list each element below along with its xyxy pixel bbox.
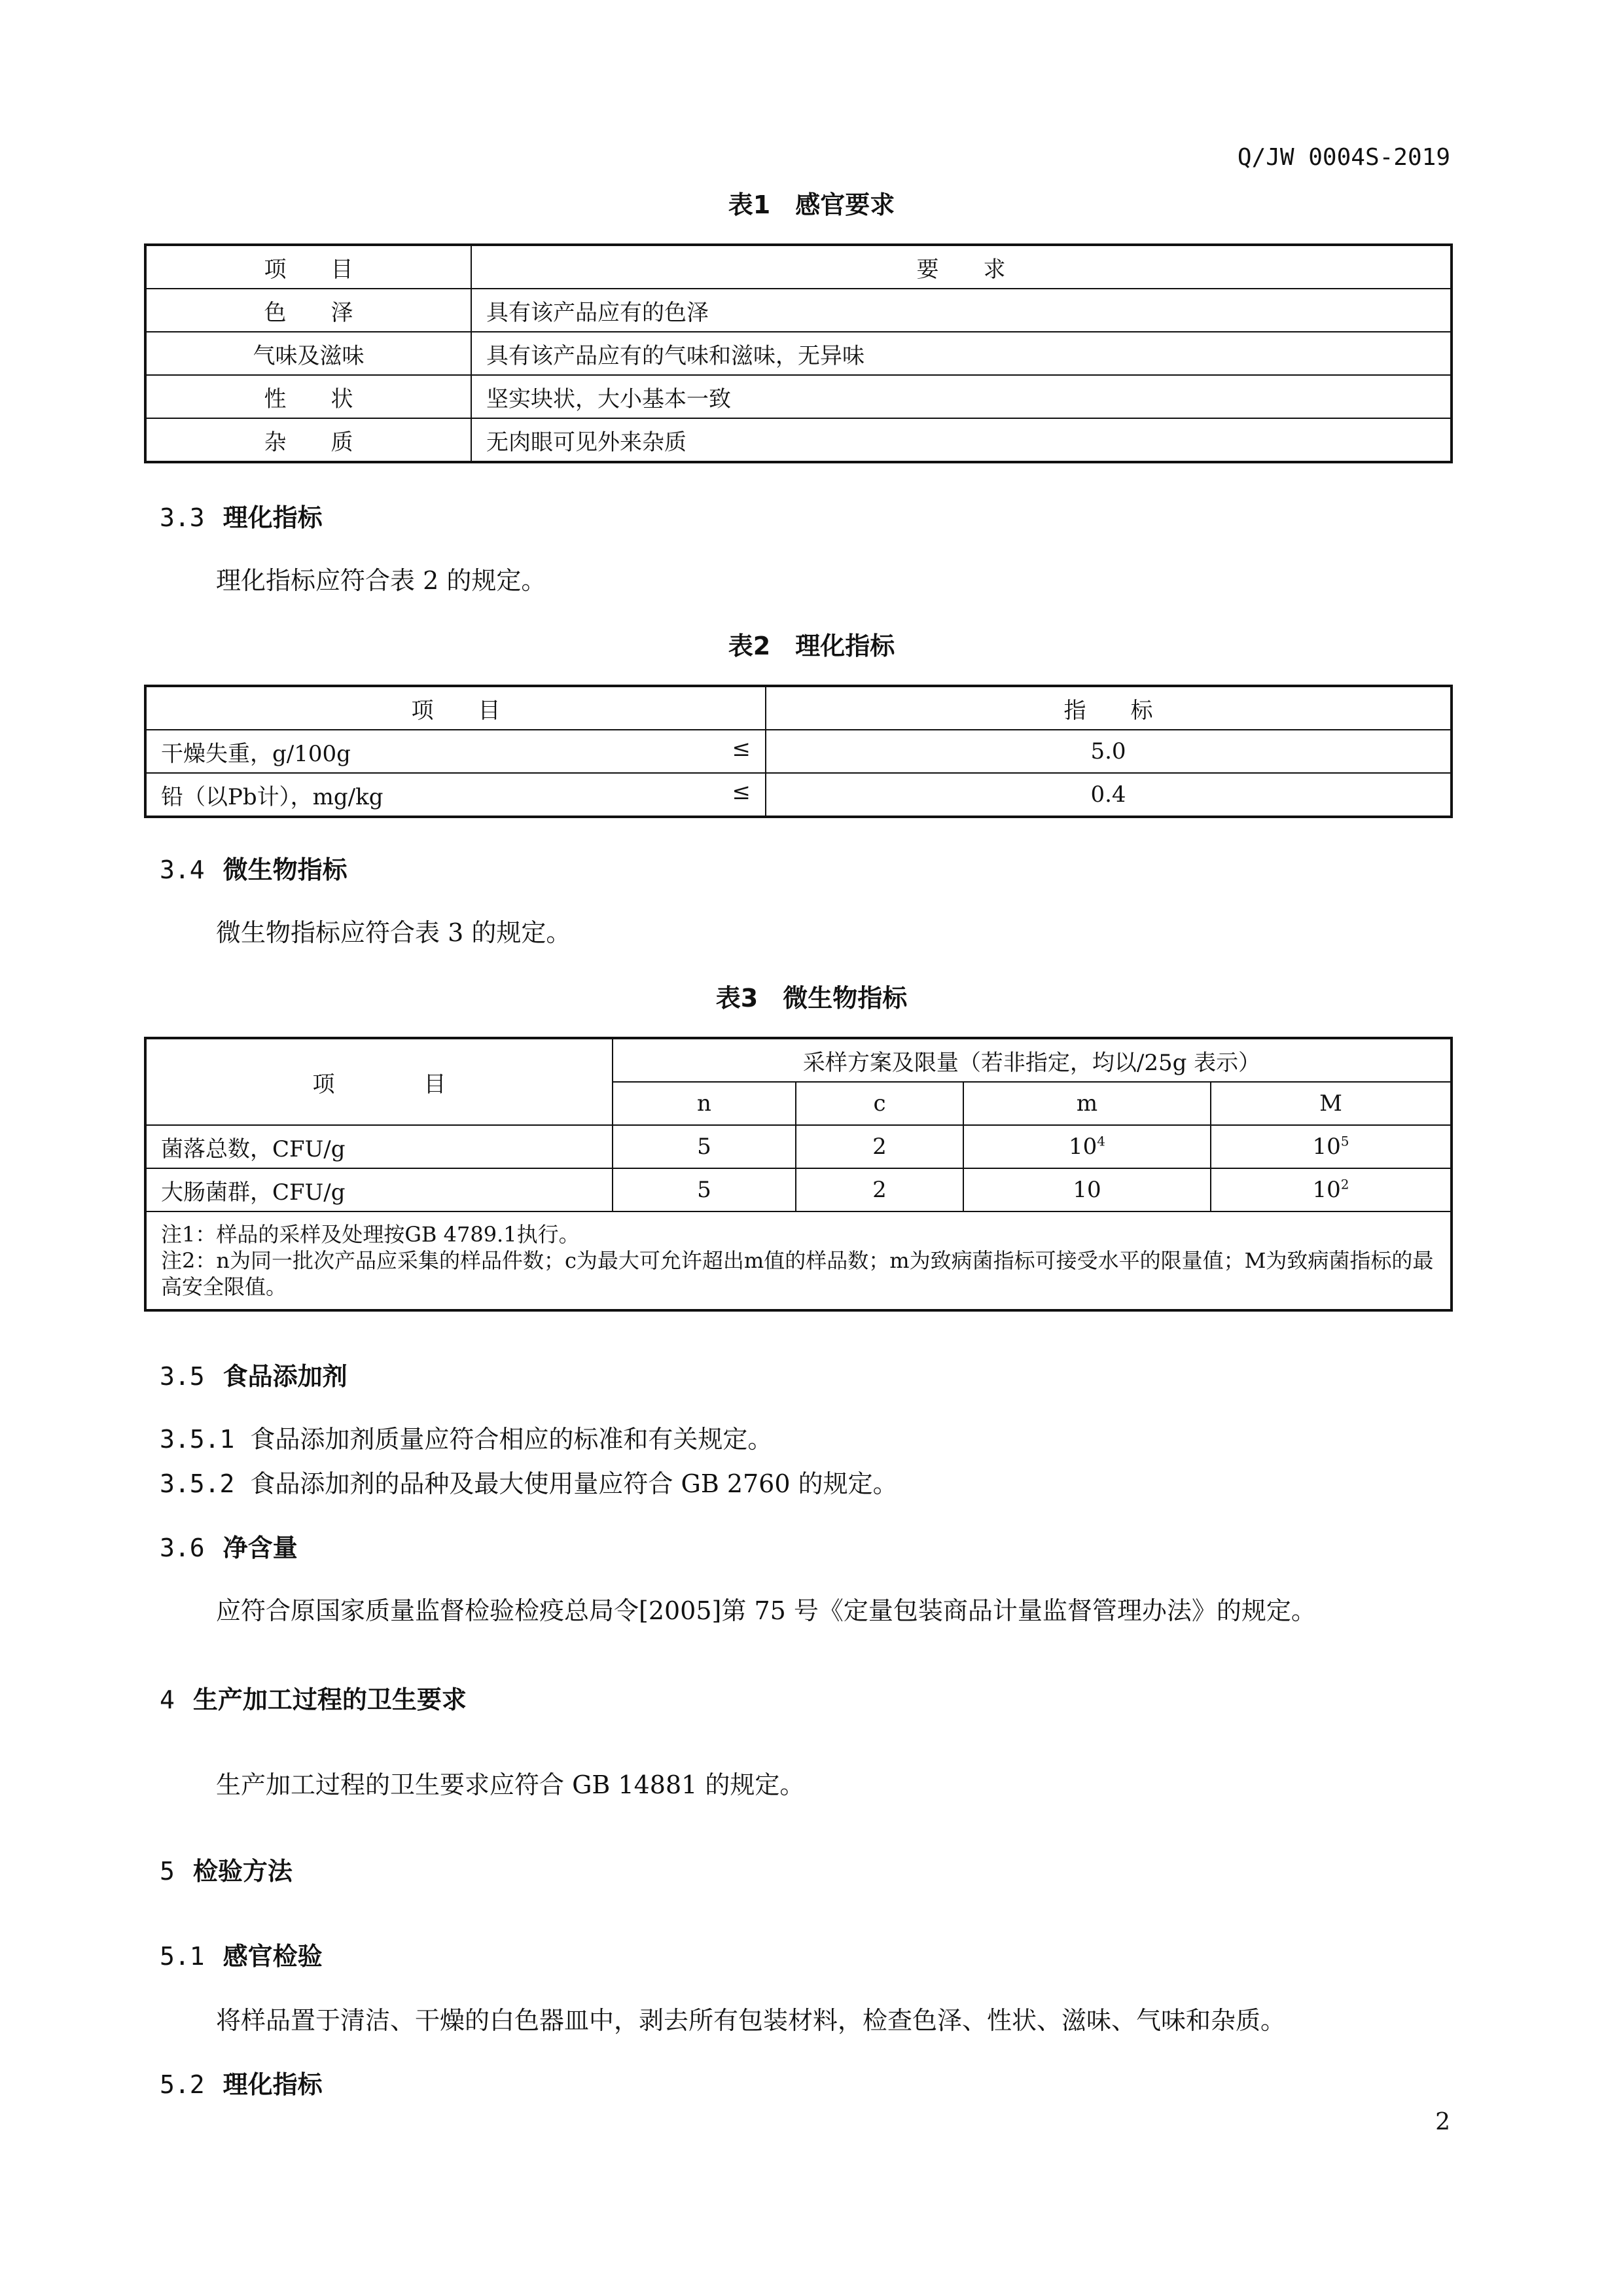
section-title: 检验方法 [192,1857,293,1886]
section-4-paragraph: 生产加工过程的卫生要求应符合 GB 14881 的规定。 [216,1770,805,1799]
table-row [145,730,1452,773]
table-row [145,375,1452,418]
table2-physicochemical-indices [144,685,1453,818]
table-row [145,418,1452,462]
subsection-text: 食品添加剂质量应符合相应的标准和有关规定。 [250,1425,773,1454]
subsection-number: 3.5.2 [160,1469,235,1498]
table3-notes-row [145,1211,1452,1310]
table3-col-sampling-plan: 采样方案及限量（若非指定，均以/25g 表示） [613,1038,1452,1082]
table2-item: 干燥失重，g/100g [161,740,351,767]
table2-item-cell [145,773,766,817]
table1-req: 无肉眼可见外来杂质 [471,418,1452,462]
power-exponent: 4 [1097,1133,1105,1149]
power-base: 10 [1312,1134,1341,1160]
section-title: 理化指标 [223,503,323,532]
table3-item: 菌落总数，CFU/g [145,1125,613,1168]
section-number: 5.2 [160,2070,205,2099]
section-3-3-heading [160,497,323,533]
section-3-6-paragraph: 应符合原国家质量监督检验检疫总局令[2005]第 75 号《定量包装商品计量监督管理办法》的规定。 [216,1596,1316,1625]
section-title: 净含量 [223,1534,298,1562]
power-base: 10 [1073,1177,1101,1203]
section-title: 生产加工过程的卫生要求 [192,1685,467,1714]
section-title: 感官检验 [223,1942,323,1971]
section-3-4-paragraph: 微生物指标应符合表 3 的规定。 [216,918,571,947]
section-3-5-2 [160,1463,898,1499]
less-equal-symbol: ≤ [732,735,751,762]
table3-title: 表3 微生物指标 [715,984,908,1013]
table2-header-row [145,686,1452,730]
power-exponent: 5 [1340,1133,1349,1149]
section-number: 3.4 [160,855,205,884]
table3-microbial-indices [144,1037,1453,1312]
section-number: 4 [160,1685,175,1714]
table1-item: 性 状 [145,375,471,418]
table-row [145,1125,1452,1168]
power-base: 10 [1069,1134,1097,1160]
table3-note-1: 注1：样品的采样及处理按GB 4789.1执行。 [161,1222,580,1247]
table3-note-2: 注2：n为同一批次产品应采集的样品件数；c为最大可允许超出m值的样品数；m为致病菌指标可接受水平的限量值；M为致病菌指标的最高安全限值。 [161,1248,1434,1299]
table-row [145,1168,1452,1211]
section-number: 3.3 [160,503,205,532]
table1-req: 具有该产品应有的气味和滋味，无异味 [471,332,1452,375]
section-3-3-paragraph: 理化指标应符合表 2 的规定。 [216,566,546,595]
section-title: 微生物指标 [223,855,348,884]
power-base: 10 [1312,1177,1341,1203]
section-3-6-heading [160,1528,298,1564]
table3-m [963,1168,1211,1211]
less-equal-symbol: ≤ [732,778,751,805]
table3-header-row [145,1038,1452,1082]
section-3-4-heading [160,850,348,886]
subsection-number: 3.5.1 [160,1425,235,1454]
section-number: 3.5 [160,1362,205,1391]
table1-col-requirement: 要 求 [471,245,1452,289]
table-row [145,773,1452,817]
table3-col-item: 项 目 [145,1038,613,1125]
table2-value: 5.0 [766,730,1452,773]
table3-item: 大肠菌群，CFU/g [145,1168,613,1211]
table3-m [963,1125,1211,1168]
page-number: 2 [1435,2109,1450,2136]
table3-subcol-n: n [613,1082,796,1125]
table1-title: 表1 感官要求 [728,190,895,219]
section-title: 理化指标 [223,2070,323,2099]
table3-M [1211,1168,1452,1211]
table-row [145,289,1452,332]
table1-item: 色 泽 [145,289,471,332]
power-exponent: 2 [1340,1176,1349,1193]
table3-subcol-m: m [963,1082,1211,1125]
table1-item: 气味及滋味 [145,332,471,375]
table3-c: 2 [796,1125,963,1168]
section-3-5-heading [160,1356,348,1392]
table1-sensory-requirements [144,243,1453,463]
section-3-5-1 [160,1419,772,1455]
document-code: Q/JW 0004S-2019 [1237,144,1450,171]
section-4-heading [160,1679,467,1715]
table2-item-cell [145,730,766,773]
section-number: 5.1 [160,1942,205,1971]
table3-subcol-c: c [796,1082,963,1125]
section-5-1-heading [160,1936,323,1972]
table1-item: 杂 质 [145,418,471,462]
table2-col-item: 项 目 [145,686,766,730]
table3-c: 2 [796,1168,963,1211]
table3-n: 5 [613,1125,796,1168]
table1-req: 坚实块状，大小基本一致 [471,375,1452,418]
table3-n: 5 [613,1168,796,1211]
section-title: 食品添加剂 [223,1362,348,1391]
table2-value: 0.4 [766,773,1452,817]
subsection-text: 食品添加剂的品种及最大使用量应符合 GB 2760 的规定。 [250,1469,898,1498]
table2-col-index: 指 标 [766,686,1452,730]
table3-notes [145,1211,1452,1310]
section-5-1-paragraph: 将样品置于清洁、干燥的白色器皿中，剥去所有包装材料，检查色泽、性状、滋味、气味和杂质。 [216,2006,1286,2035]
table1-header-row [145,245,1452,289]
table-row [145,332,1452,375]
table3-subcol-M: M [1211,1082,1452,1125]
table1-col-item: 项 目 [145,245,471,289]
section-number: 5 [160,1857,175,1886]
section-5-2-heading [160,2064,323,2100]
table3-M [1211,1125,1452,1168]
table2-title: 表2 理化指标 [728,632,895,660]
section-number: 3.6 [160,1534,205,1562]
section-5-heading [160,1851,293,1887]
table1-req: 具有该产品应有的色泽 [471,289,1452,332]
table2-item: 铅（以Pb计），mg/kg [161,783,383,810]
